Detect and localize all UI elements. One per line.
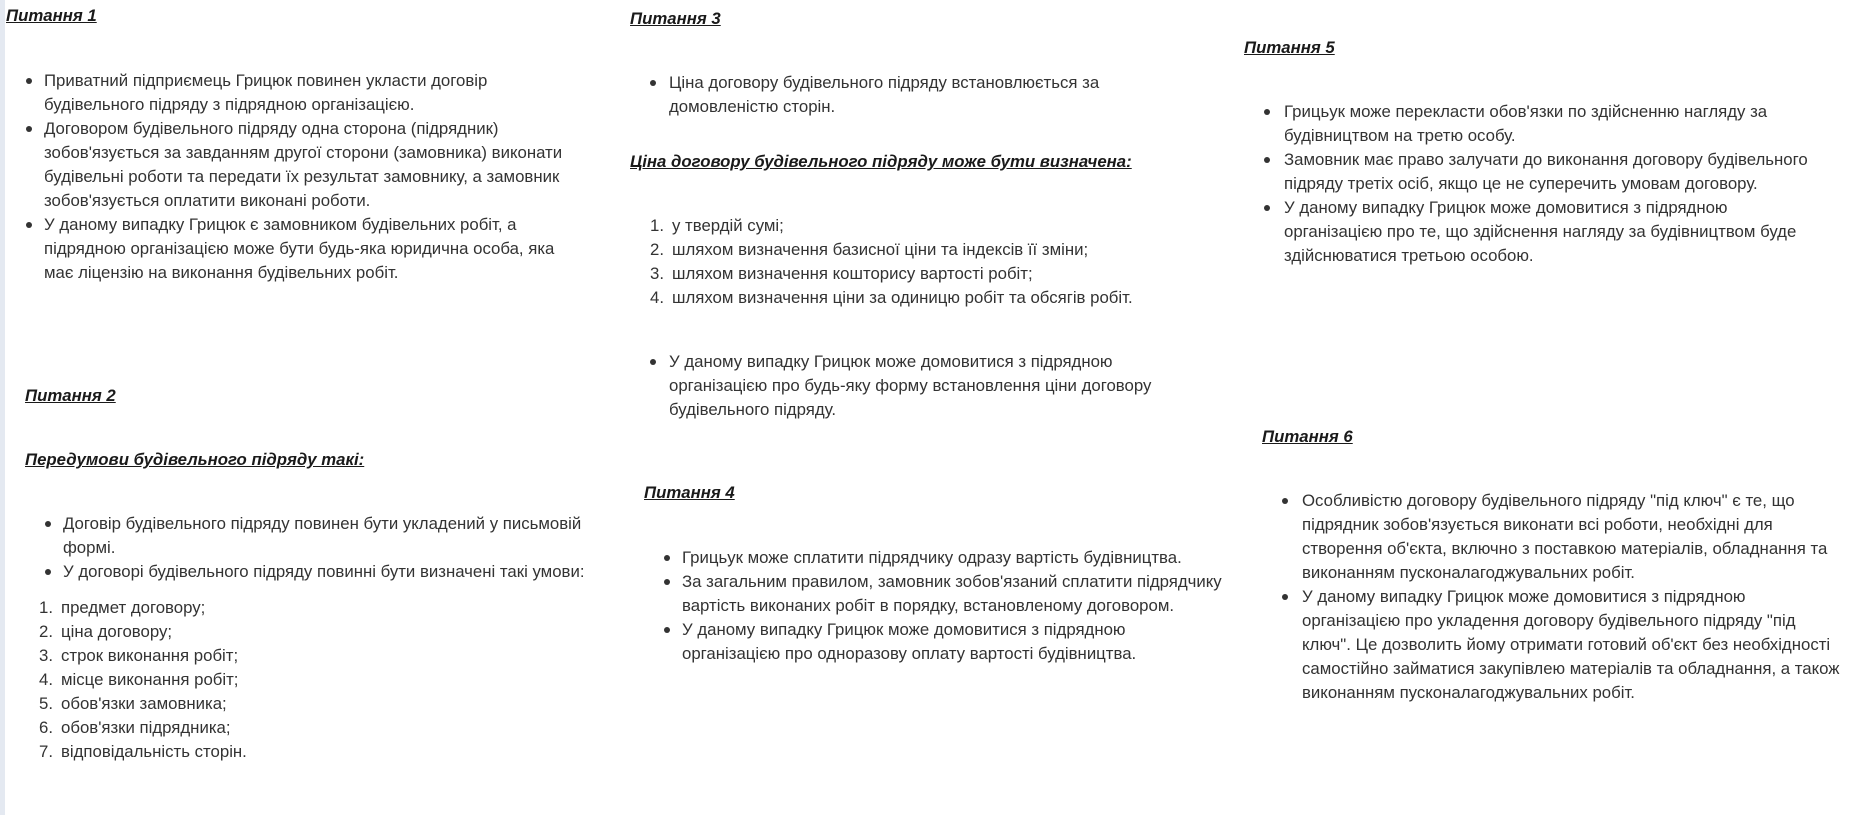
list-number: 4. [650,288,664,307]
section-q5 [1244,36,1844,268]
q2-condition-item [39,740,585,764]
q3-method-text: у твердій сумі; [672,216,784,235]
list-number: 7. [39,742,53,761]
q1-list [6,69,576,285]
q2-condition-text: предмет договору; [61,598,206,617]
q3-method-text: шляхом визначення кошторису вартості робіт; [672,264,1033,283]
list-number: 4. [39,670,53,689]
q2-subheading: Передумови будівельного підряду такі: [25,450,365,469]
q1-bullet-3: У даному випадку Грицюк є замовником будівельних робіт, а підрядною організацією може бути будь-яка юридична особа, яка має ліцензію на виконання будівельних робіт. [6,213,576,285]
left-border [0,0,5,815]
list-number: 6. [39,718,53,737]
q3-subheading: Ціна договору будівельного підряду може бути визначена: [630,152,1132,171]
q1-bullet-1: Приватний підприємець Грицюк повинен укласти договір будівельного підряду з підрядною організацією. [6,69,576,117]
q3-method-item [650,262,1230,286]
section-q4 [644,481,1244,666]
q6-bullet-2: У даному випадку Грицюк може домовитися з підрядною організацією про укладення договору будівельного підряду "під ключ". Це дозволить йому отримати готовий об'єкт без необхідності самостійно займатися закупівлею матеріалів та обладнання, а також виконанням пусконалагоджувальних робіт. [1262,585,1847,705]
list-number: 3. [39,646,53,665]
q2-condition-text: місце виконання робіт; [61,670,239,689]
q2-conditions-list [39,596,585,764]
q2-condition-text: обов'язки підрядника; [61,718,231,737]
q2-condition-text: строк виконання робіт; [61,646,239,665]
q2-condition-item [39,716,585,740]
q3-bullet-2: У даному випадку Грицюк може домовитися з підрядною організацією про будь-яку форму встановлення ціни договору будівельного підряду. [630,350,1199,422]
list-number: 5. [39,694,53,713]
section-q2 [25,384,585,764]
q5-bullet-3: У даному випадку Грицюк може домовитися з підрядною організацією про те, що здійснення нагляду за будівництвом буде здійснюватися третьою особою. [1244,196,1819,268]
list-number: 1. [39,598,53,617]
q6-heading: Питання 6 [1262,427,1353,446]
q2-bullet-2: У договорі будівельного підряду повинні бути визначені такі умови: [25,560,585,584]
q3-heading: Питання 3 [630,9,721,28]
list-number: 1. [650,216,664,235]
q6-list [1262,489,1862,705]
q4-list [644,546,1244,666]
q2-bullet-1: Договір будівельного підряду повинен бути укладений у письмовій формі. [25,512,585,560]
q2-condition-text: обов'язки замовника; [61,694,227,713]
section-q3 [630,7,1230,422]
section-q1 [6,4,576,285]
q3-method-item [650,286,1230,310]
list-number: 2. [650,240,664,259]
q1-bullet-2: Договором будівельного підряду одна сторона (підрядник) зобов'язується за завданням другої сторони (замовника) виконати будівельні роботи та передати їх результат замовнику, а замовник зобов'язується оплатити виконані роботи. [6,117,576,213]
q3-bullet-1: Ціна договору будівельного підряду встановлюється за домовленістю сторін. [630,71,1139,119]
q1-heading: Питання 1 [6,6,97,25]
q5-bullet-1: Грицьук може перекласти обов'язки по здійсненню нагляду за будівництвом на третю особу. [1244,100,1819,148]
q2-condition-item [39,596,585,620]
q2-condition-text: відповідальність сторін. [61,742,247,761]
q5-list [1244,100,1844,268]
q3-list-2 [630,350,1230,422]
q2-condition-item [39,644,585,668]
q3-method-item [650,214,1230,238]
q3-list-1 [630,71,1230,119]
q3-method-text: шляхом визначення базисної ціни та індексів її зміни; [672,240,1089,259]
q6-bullet-1: Особливістю договору будівельного підряду "під ключ" є те, що підрядник зобов'язується виконати всі роботи, необхідні для створення об'єкта, включно з поставкою матеріалів, обладнання та виконанням пусконалагоджувальних робіт. [1262,489,1847,585]
q4-bullet-2: За загальним правилом, замовник зобов'язаний сплатити підрядчику вартість виконаних робіт в порядку, встановленому договором. [644,570,1222,618]
q2-list [25,512,585,584]
q3-method-item [650,238,1230,262]
q5-bullet-2: Замовник має право залучати до виконання договору будівельного підряду третіх осіб, якщо це не суперечить умовам договору. [1244,148,1819,196]
q4-bullet-3: У даному випадку Грицюк може домовитися з підрядною організацією про одноразову оплату вартості будівництва. [644,618,1222,666]
q2-condition-item [39,668,585,692]
q2-condition-text: ціна договору; [61,622,173,641]
q3-method-text: шляхом визначення ціни за одиницю робіт та обсягів робіт. [672,288,1133,307]
q2-condition-item [39,692,585,716]
q2-heading: Питання 2 [25,386,116,405]
list-number: 3. [650,264,664,283]
section-q6 [1262,425,1862,705]
q4-heading: Питання 4 [644,483,735,502]
q3-methods-list [650,214,1230,310]
list-number: 2. [39,622,53,641]
q4-bullet-1: Грицьук може сплатити підрядчику одразу вартість будівництва. [644,546,1222,570]
q2-condition-item [39,620,585,644]
q5-heading: Питання 5 [1244,38,1335,57]
